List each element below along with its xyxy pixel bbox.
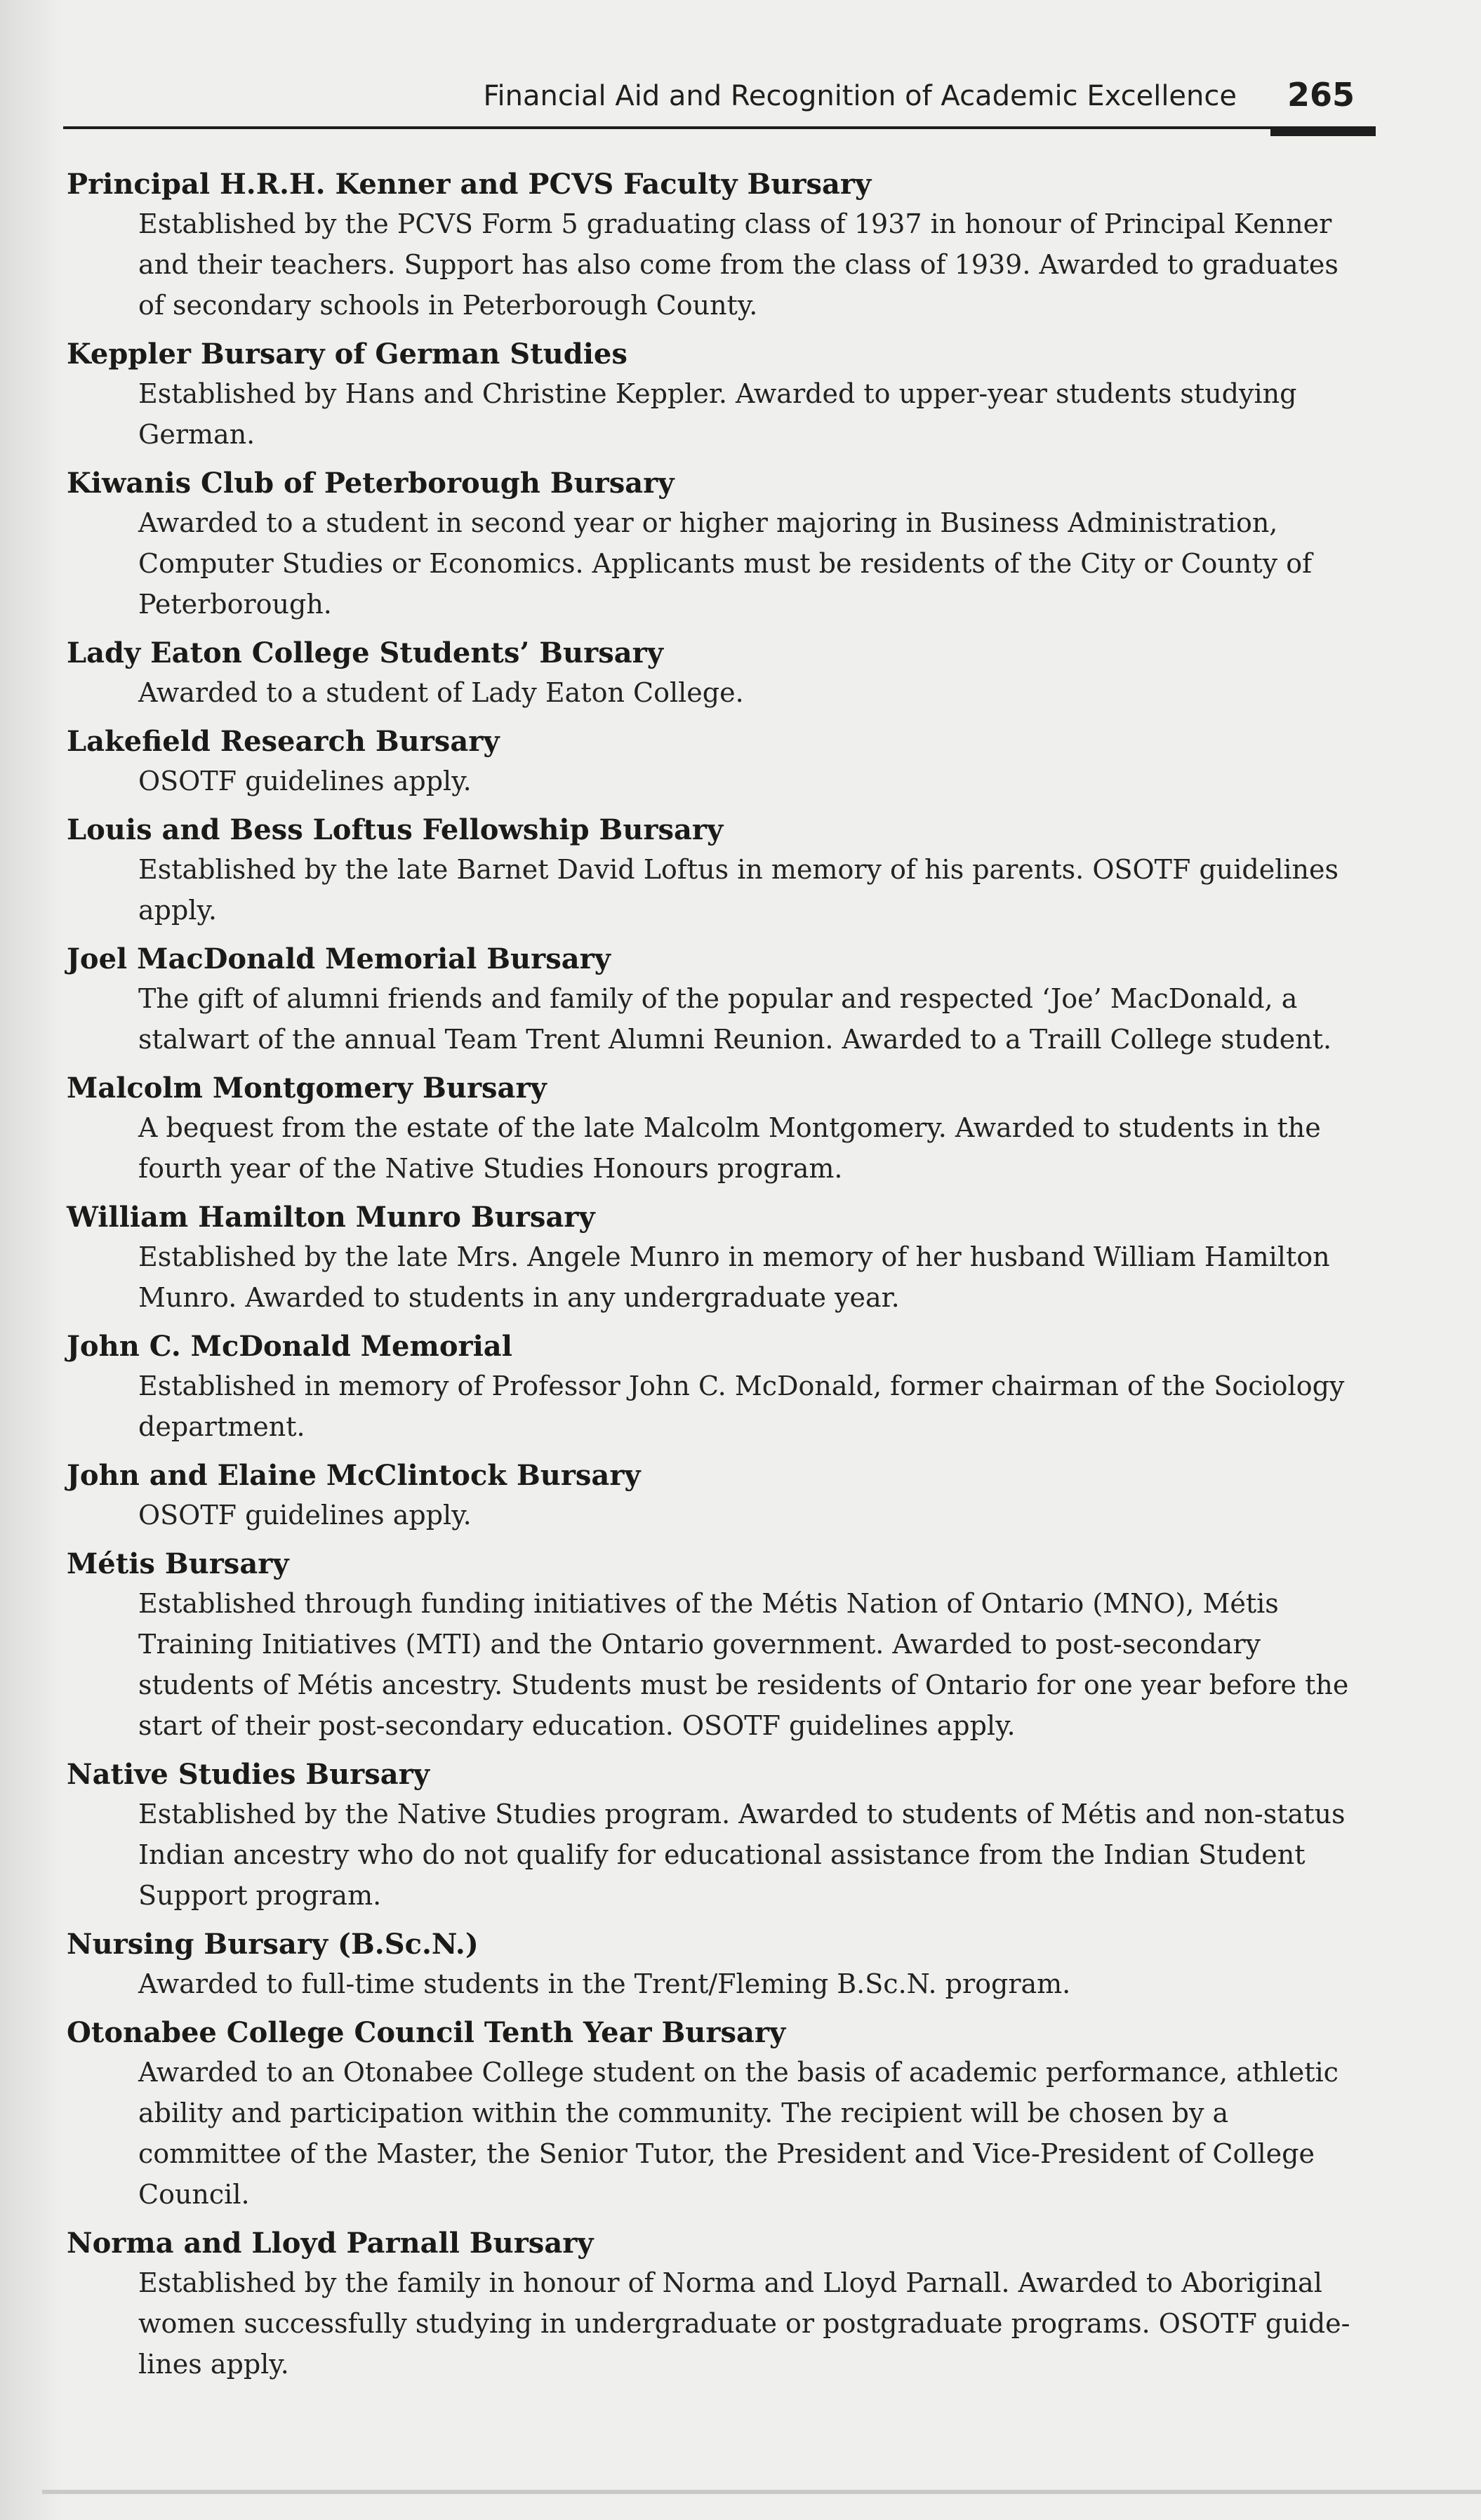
bursary-entry [67, 465, 1376, 625]
bursary-description: Established by Hans and Christine Keppler. Awarded to upper-year students studying German. [138, 378, 1297, 450]
running-header-title: Financial Aid and Recognition of Academic Excellence [483, 80, 1237, 112]
bursary-description: The gift of alumni friends and family of the popular and respected ‘Joe’ MacDonald, a stalwart of the annual Team Trent Alumni Reunion. Awarded to a Traill College student. [138, 983, 1332, 1055]
bursary-title: Otonabee College Council Tenth Year Bursary [67, 2016, 786, 2049]
bursary-list [67, 166, 1376, 2394]
bursary-description: Established by the late Mrs. Angele Munro in memory of her husband William Hamilton Munro. Awarded to students in any undergraduate year. [138, 1241, 1330, 1313]
bursary-title: Lakefield Research Bursary [67, 725, 500, 758]
bursary-description: OSOTF guidelines apply. [138, 766, 472, 796]
page-number: 265 [1287, 76, 1355, 114]
bursary-entry [67, 2225, 1376, 2385]
bursary-title: Keppler Bursary of German Studies [67, 338, 627, 371]
bursary-title: Louis and Bess Loftus Fellowship Bursary [67, 813, 724, 846]
bursary-description: Established in memory of Professor John C. McDonald, former chairman of the Sociology department. [138, 1371, 1345, 1442]
scan-shadow [0, 0, 63, 2520]
bursary-entry [67, 1926, 1376, 2004]
bursary-entry [67, 1199, 1376, 1318]
bursary-description: Awarded to a student in second year or higher majoring in Business Administration, Computer Studies or Economics. Applicants must be residents of the City or County of Peterborough. [138, 507, 1313, 620]
bursary-description: Established by the Native Studies program. Awarded to students of Métis and non-status Indian ancestry who do not qualify for educational assistance from the Indian Student Support program. [138, 1799, 1346, 1911]
bursary-entry [67, 811, 1376, 931]
page-header [63, 70, 1376, 133]
bursary-title: Métis Bursary [67, 1547, 289, 1580]
bursary-entry [67, 1756, 1376, 1916]
bursary-description: Established by the PCVS Form 5 graduating class of 1937 in honour of Principal Kenner and their teachers. Support has also come from the class of 1939. Awarded to graduates of secondary schools in Peterborough County. [138, 208, 1339, 321]
bursary-description: Established by the late Barnet David Loftus in memory of his parents. OSOTF guidelines apply. [138, 854, 1339, 926]
bursary-entry [67, 1457, 1376, 1535]
bursary-entry [67, 723, 1376, 801]
bursary-entry [67, 2014, 1376, 2215]
bursary-title: Principal H.R.H. Kenner and PCVS Faculty Bursary [67, 168, 872, 201]
bursary-description: Established by the family in honour of Norma and Lloyd Parnall. Awarded to Aboriginal women successfully studying in undergraduate or postgraduate programs. OSOTF guide-lines apply. [138, 2267, 1350, 2380]
bursary-title: Malcolm Montgomery Bursary [67, 1072, 547, 1105]
bursary-title: Norma and Lloyd Parnall Bursary [67, 2227, 594, 2260]
bursary-entry [67, 634, 1376, 713]
bursary-entry [67, 1328, 1376, 1447]
header-rule-tab [1270, 126, 1376, 136]
bursary-title: John and Elaine McClintock Bursary [67, 1459, 641, 1492]
bursary-entry [67, 166, 1376, 326]
bursary-title: Joel MacDonald Memorial Bursary [67, 942, 611, 975]
bursary-description: A bequest from the estate of the late Malcolm Montgomery. Awarded to students in the fourth year of the Native Studies Honours program. [138, 1112, 1321, 1184]
bursary-description: Awarded to a student of Lady Eaton College. [138, 677, 744, 708]
bursary-description: OSOTF guidelines apply. [138, 1500, 472, 1531]
header-rule [63, 126, 1376, 129]
bursary-title: Lady Eaton College Students’ Bursary [67, 636, 663, 669]
bursary-title: William Hamilton Munro Bursary [67, 1201, 595, 1234]
bursary-entry [67, 335, 1376, 455]
bursary-entry [67, 1545, 1376, 1746]
bursary-title: John C. McDonald Memorial [67, 1330, 512, 1363]
bursary-description: Awarded to full-time students in the Trent/Fleming B.Sc.N. program. [138, 1968, 1071, 1999]
bursary-title: Kiwanis Club of Peterborough Bursary [67, 467, 675, 500]
bursary-description: Established through funding initiatives of the Métis Nation of Ontario (MNO), Métis Training Initiatives (MTI) and the Ontario government. Awarded to post-secondary students of Métis ancestry. Students must be residents of Ontario for one year before the start of their post-secondary education. OSOTF guidelines apply. [138, 1588, 1349, 1741]
page-bottom-edge [42, 2490, 1481, 2494]
bursary-description: Awarded to an Otonabee College student on the basis of academic performance, athletic ability and participation within the community. The recipient will be chosen by a committee of the Master, the Senior Tutor, the President and Vice-President of College Council. [138, 2057, 1339, 2210]
bursary-title: Native Studies Bursary [67, 1758, 430, 1791]
bursary-entry [67, 940, 1376, 1060]
bursary-entry [67, 1069, 1376, 1189]
bursary-title: Nursing Bursary (B.Sc.N.) [67, 1928, 479, 1961]
